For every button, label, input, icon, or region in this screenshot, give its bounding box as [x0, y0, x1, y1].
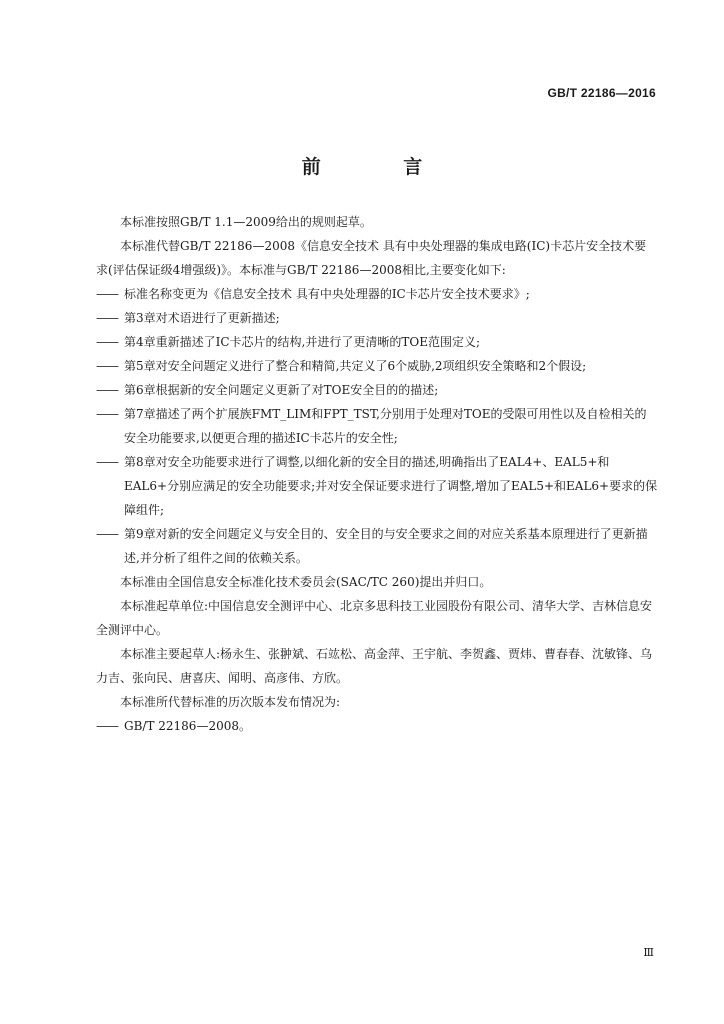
- drafters-paragraph: 本标准主要起草人:杨永生、张翀斌、石竑松、高金萍、王宇航、李贺鑫、贾炜、曹春春、沈敏锋、乌力吉、张向民、唐喜庆、闻明、高彦伟、方欣。: [96, 647, 653, 685]
- dash-marker: ——: [96, 719, 118, 733]
- dash-marker: ——: [96, 359, 118, 373]
- change-item: [96, 306, 658, 330]
- dash-marker: ——: [96, 527, 118, 541]
- page-title: 前 言: [301, 156, 461, 178]
- change-item: [96, 522, 658, 570]
- page-number: Ⅲ: [643, 946, 654, 959]
- drafting-units-paragraph: 本标准起草单位:中国信息安全测评中心、北京多思科技工业园股份有限公司、清华大学、吉林信息安全测评中心。: [96, 599, 653, 637]
- committee-paragraph: 本标准由全国信息安全标准化技术委员会(SAC/TC 260)提出并归口。: [120, 575, 492, 589]
- standard-code: GB/T 22186—2016: [547, 86, 656, 100]
- dash-marker: ——: [96, 407, 118, 421]
- change-item: [96, 402, 658, 450]
- history-item: [96, 714, 658, 738]
- change-item-text: 第3章对术语进行了更新描述;: [124, 311, 280, 325]
- history-paragraph: 本标准所代替标准的历次版本发布情况为:: [120, 695, 341, 709]
- dash-marker: ——: [96, 383, 118, 397]
- document-body: [96, 210, 658, 738]
- change-item-text: 第4章重新描述了IC卡芯片的结构,并进行了更清晰的TOE范围定义;: [124, 335, 481, 349]
- dash-marker: ——: [96, 455, 118, 469]
- change-item-text: 第7章描述了两个扩展族FMT_LIM和FPT_TST,分别用于处理对TOE的受限可用性以及自检相关的安全功能要求,以便更合理的描述IC卡芯片的安全性;: [124, 407, 647, 445]
- change-item-text: 第5章对安全问题定义进行了整合和精简,共定义了6个威胁,2项组织安全策略和2个假设;: [124, 359, 587, 373]
- replacement-paragraph: 本标准代替GB/T 22186—2008《信息安全技术 具有中央处理器的集成电路(IC)卡芯片安全技术要求(评估保证级4增强级)》。本标准与GB/T 22186—2008相比,主要变化如下:: [96, 239, 647, 277]
- dash-marker: ——: [96, 311, 118, 325]
- change-item: [96, 282, 658, 306]
- change-item: [96, 354, 658, 378]
- history-item-text: GB/T 22186—2008。: [124, 719, 251, 733]
- dash-marker: ——: [96, 287, 118, 301]
- change-item-text: 标准名称变更为《信息安全技术 具有中央处理器的IC卡芯片安全技术要求》;: [124, 287, 530, 301]
- dash-marker: ——: [96, 335, 118, 349]
- change-item-text: 第9章对新的安全问题定义与安全目的、安全目的与安全要求之间的对应关系基本原理进行了更新描述,并分析了组件之间的依赖关系。: [124, 527, 648, 565]
- change-item-text: 第6章根据新的安全问题定义更新了对TOE安全目的的描述;: [124, 383, 439, 397]
- change-item: [96, 330, 658, 354]
- change-item: [96, 450, 658, 522]
- change-item-text: 第8章对安全功能要求进行了调整,以细化新的安全目的描述,明确指出了EAL4+、EAL5+和EAL6+分别应满足的安全功能要求;并对安全保证要求进行了调整,增加了EAL5+和EAL6+要求的保障组件;: [124, 455, 658, 517]
- change-item: [96, 378, 658, 402]
- drafting-rules-paragraph: 本标准按照GB/T 1.1—2009给出的规则起草。: [120, 215, 372, 229]
